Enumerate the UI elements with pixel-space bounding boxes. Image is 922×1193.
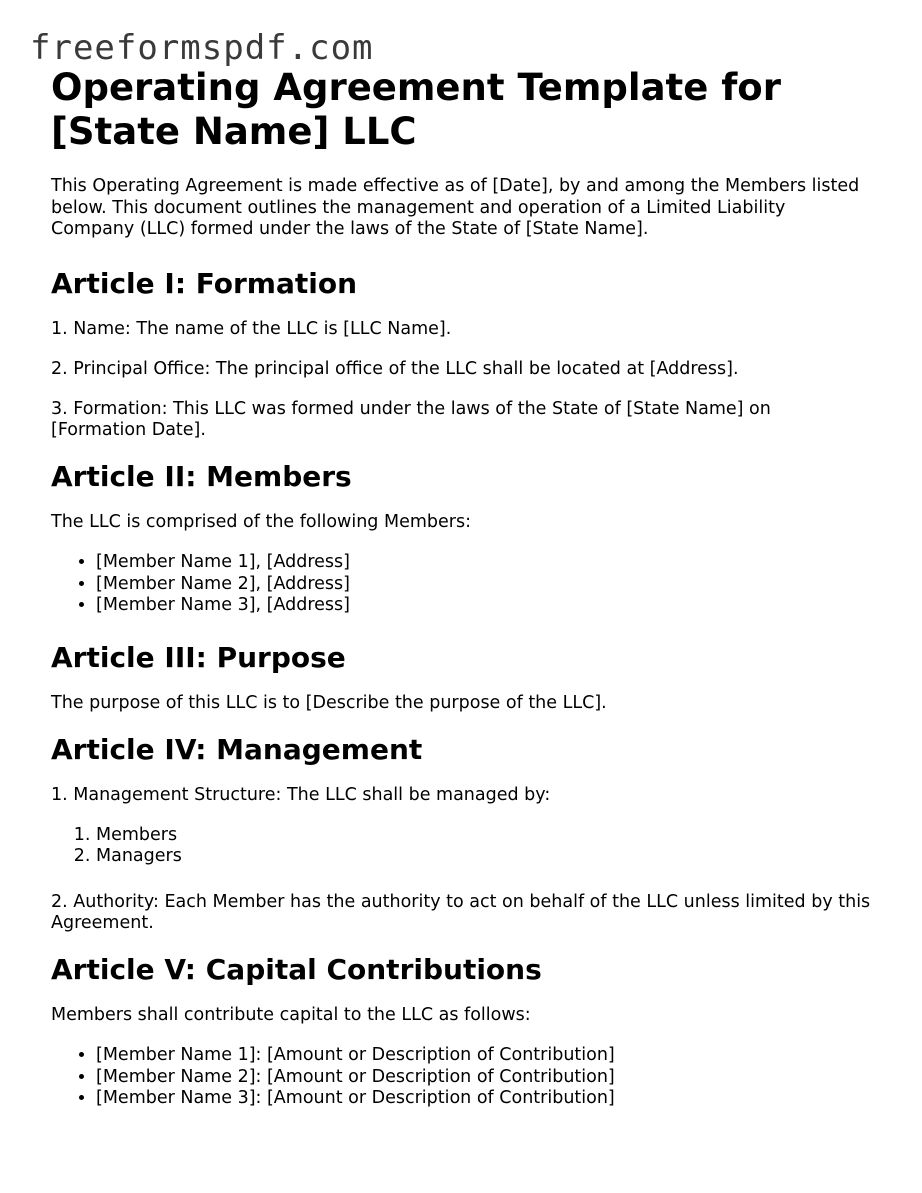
management-authority: 2. Authority: Each Member has the authority to act on behalf of the LLC unless limited by this Agreement. [51, 891, 871, 933]
members-list [51, 552, 871, 617]
formation-date: 3. Formation: This LLC was formed under the laws of the State of [State Name] on [Formation Date]. [51, 398, 771, 440]
members-lead: The LLC is comprised of the following Members: [51, 512, 471, 532]
management-structure: 1. Management Structure: The LLC shall be managed by: [51, 784, 551, 805]
article-members [51, 460, 871, 617]
watermark: freeformspdf.com [30, 28, 374, 68]
list-item: 2. Managers [96, 846, 871, 868]
list-item: • [Member Name 3]: [Amount or Description of Contribution] [96, 1088, 871, 1110]
article-heading: Article I: Formation [51, 266, 358, 300]
list-item: • [Member Name 1]: [Amount or Description of Contribution] [96, 1045, 871, 1067]
article-heading: Article III: Purpose [51, 640, 346, 674]
article-capital-contributions [51, 953, 871, 1110]
contributions-list [51, 1045, 871, 1110]
list-item: • [Member Name 2]: [Amount or Description of Contribution] [96, 1067, 871, 1089]
formation-name: 1. Name: The name of the LLC is [LLC Name]. [51, 318, 452, 339]
list-item: • [Member Name 3], [Address] [96, 595, 871, 617]
intro-paragraph: This Operating Agreement is made effective as of [Date], by and among the Members listed below. This document outlines the management and operation of a Limited Liability Company (LLC) formed under the laws of the State of [State Name]. [51, 176, 860, 239]
article-formation [51, 267, 871, 442]
page-title: Operating Agreement Template for [State Name] LLC [51, 66, 781, 153]
article-purpose [51, 641, 871, 715]
contributions-lead: Members shall contribute capital to the LLC as follows: [51, 1005, 531, 1025]
article-management [51, 733, 871, 935]
document-body [51, 66, 871, 1134]
list-item: • [Member Name 1], [Address] [96, 552, 871, 574]
list-item: 1. Members [96, 825, 871, 847]
formation-principal-office: 2. Principal Office: The principal office of the LLC shall be located at [Address]. [51, 358, 739, 379]
article-heading: Article IV: Management [51, 732, 423, 766]
article-heading: Article V: Capital Contributions [51, 953, 542, 986]
purpose-text: The purpose of this LLC is to [Describe the purpose of the LLC]. [51, 692, 607, 713]
article-heading: Article II: Members [51, 460, 352, 493]
management-list [51, 825, 871, 868]
list-item: • [Member Name 2], [Address] [96, 574, 871, 596]
